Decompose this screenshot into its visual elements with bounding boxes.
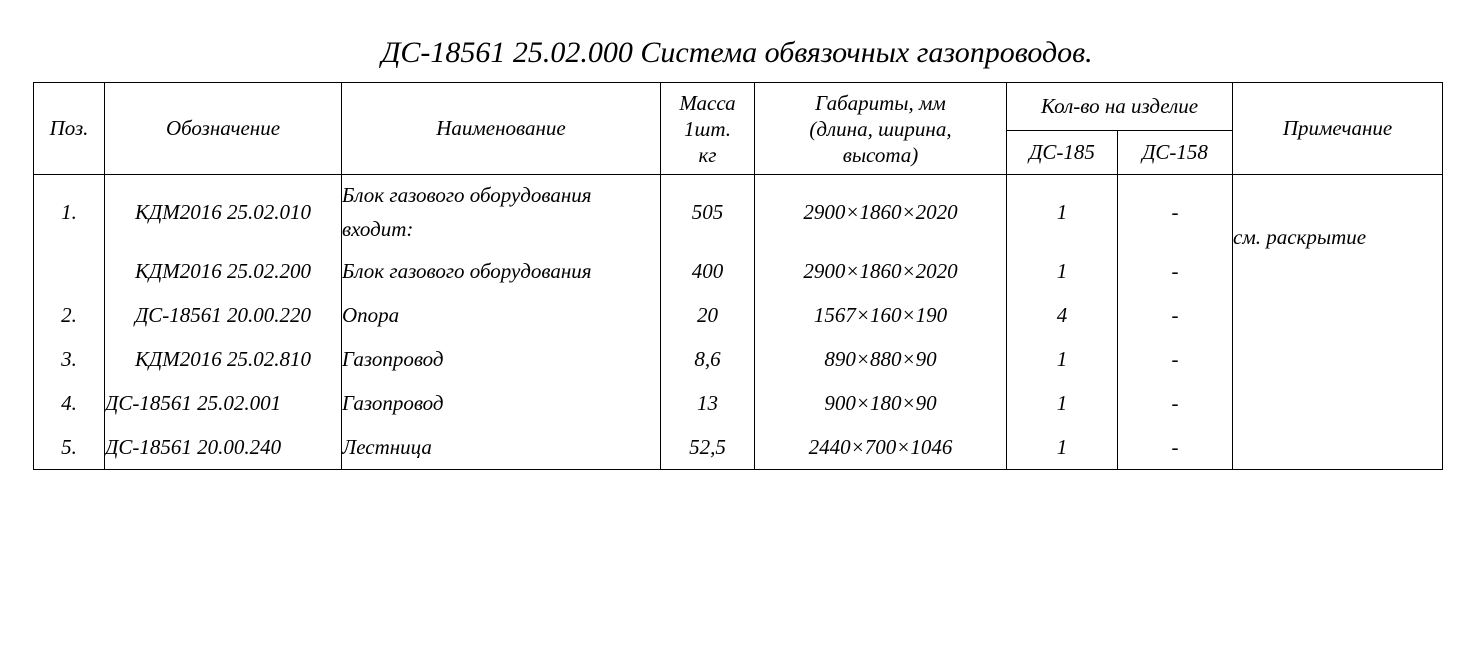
specification-table (33, 82, 1443, 470)
header-pos: Поз. (34, 83, 105, 175)
cell-pos: 1. (34, 175, 105, 250)
table-row (34, 337, 1443, 381)
cell-qty-a: 1 (1007, 249, 1118, 293)
header-mass-line3: кг (698, 142, 717, 167)
header-dims-line1: Габариты, мм (815, 90, 946, 115)
table-row (34, 381, 1443, 425)
cell-name: Газопровод (342, 381, 661, 425)
cell-qty-a: 1 (1007, 425, 1118, 470)
cell-qty-a: 1 (1007, 337, 1118, 381)
cell-name: Блок газового оборудования (342, 249, 661, 293)
cell-dims: 2900×1860×2020 (755, 249, 1007, 293)
cell-dims: 890×880×90 (755, 337, 1007, 381)
cell-qty-b: - (1118, 293, 1233, 337)
cell-designation: КДМ2016 25.02.200 (105, 249, 342, 293)
header-note: Примечание (1233, 83, 1443, 175)
header-qty-b: ДС-158 (1118, 131, 1233, 175)
cell-note (1233, 175, 1443, 470)
header-mass-line1: Масса (679, 90, 736, 115)
cell-designation: ДС-18561 20.00.240 (105, 425, 342, 470)
cell-pos (34, 249, 105, 293)
header-dimensions (755, 83, 1007, 175)
cell-pos: 4. (34, 381, 105, 425)
cell-designation: КДМ2016 25.02.010 (105, 175, 342, 250)
cell-name: Газопровод (342, 337, 661, 381)
table-header (34, 83, 1443, 175)
header-qty-group: Кол-во на изделие (1007, 83, 1233, 131)
cell-name (342, 175, 661, 250)
header-qty-a: ДС-185 (1007, 131, 1118, 175)
table-row (34, 175, 1443, 250)
cell-name-text: Блок газового оборудования (342, 183, 592, 207)
cell-dims: 2900×1860×2020 (755, 175, 1007, 250)
table-row (34, 293, 1443, 337)
cell-qty-b: - (1118, 381, 1233, 425)
cell-dims: 2440×700×1046 (755, 425, 1007, 470)
cell-qty-b: - (1118, 337, 1233, 381)
document-title: ДС-18561 25.02.000 Система обвязочных газопроводов. (381, 36, 1093, 69)
table-body (34, 175, 1443, 470)
cell-name: Опора (342, 293, 661, 337)
cell-designation: ДС-18561 20.00.220 (105, 293, 342, 337)
cell-mass: 52,5 (661, 425, 755, 470)
header-dims-line3: высота) (842, 142, 919, 167)
cell-mass: 505 (661, 175, 755, 250)
cell-qty-a: 4 (1007, 293, 1118, 337)
cell-mass: 8,6 (661, 337, 755, 381)
header-dims-line2: (длина, ширина, (809, 116, 952, 141)
note-text: см. раскрытие (1233, 225, 1367, 249)
cell-pos: 3. (34, 337, 105, 381)
cell-qty-a: 1 (1007, 381, 1118, 425)
cell-qty-b: - (1118, 249, 1233, 293)
cell-dims: 1567×160×190 (755, 293, 1007, 337)
cell-qty-a: 1 (1007, 175, 1118, 250)
table-row (34, 249, 1443, 293)
cell-pos: 5. (34, 425, 105, 470)
cell-pos: 2. (34, 293, 105, 337)
cell-qty-b: - (1118, 175, 1233, 250)
cell-mass: 400 (661, 249, 755, 293)
header-mass-line2: 1шт. (683, 116, 731, 141)
header-name: Наименование (342, 83, 661, 175)
cell-designation: ДС-18561 25.02.001 (105, 381, 342, 425)
cell-qty-b: - (1118, 425, 1233, 470)
cell-name-extra: входит: (342, 217, 414, 241)
cell-mass: 13 (661, 381, 755, 425)
header-designation: Обозначение (105, 83, 342, 175)
cell-mass: 20 (661, 293, 755, 337)
cell-name: Лестница (342, 425, 661, 470)
table-row (34, 425, 1443, 470)
cell-designation: КДМ2016 25.02.810 (105, 337, 342, 381)
cell-dims: 900×180×90 (755, 381, 1007, 425)
header-mass (661, 83, 755, 175)
